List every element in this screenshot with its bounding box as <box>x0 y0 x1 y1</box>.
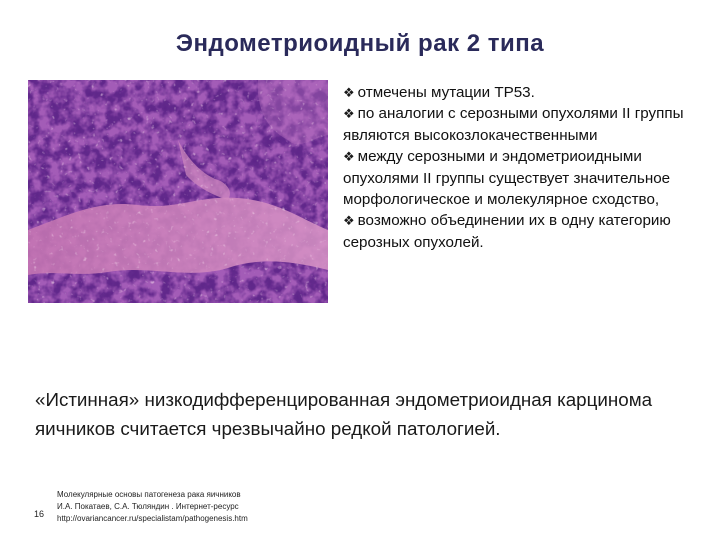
diamond-check-icon: ❖ <box>343 149 355 165</box>
bullet-list <box>343 82 703 253</box>
diamond-check-icon: ❖ <box>343 106 355 122</box>
slide-title: Эндометриоидный рак 2 типа <box>175 30 545 57</box>
main-statement: «Истинная» низкодифференцированная эндометриоидная карцинома яичников считается чрезвычайно редкой патологией. <box>35 389 653 439</box>
histology-image <box>28 80 328 303</box>
bullet-item: ❖ возможно объединении их в одну категорию серозных опухолей. <box>343 212 671 251</box>
diamond-check-icon: ❖ <box>343 85 355 100</box>
footnote-line: Молекулярные основы патогенеза рака яичников <box>57 490 241 499</box>
footnote <box>57 489 248 525</box>
footnote-link[interactable]: http://ovariancancer.ru/specialistam/pathogenesis.htm <box>57 514 248 523</box>
diamond-check-icon: ❖ <box>343 213 355 229</box>
footnote-line: И.А. Покатаев, С.А. Тюляндин . Интернет-ресурс <box>57 502 239 511</box>
slide-number: 16 <box>34 509 45 519</box>
bullet-item: ❖ отмечены мутации ТР53. <box>343 84 535 101</box>
bullet-item: ❖ по аналогии с серозными опухолями II группы являются высокозлокачественными <box>343 105 684 144</box>
bullet-item: ❖ между серозными и эндометриоидными опухолями II группы существует значительное морфологическое и молекулярное сходство, <box>343 148 671 209</box>
